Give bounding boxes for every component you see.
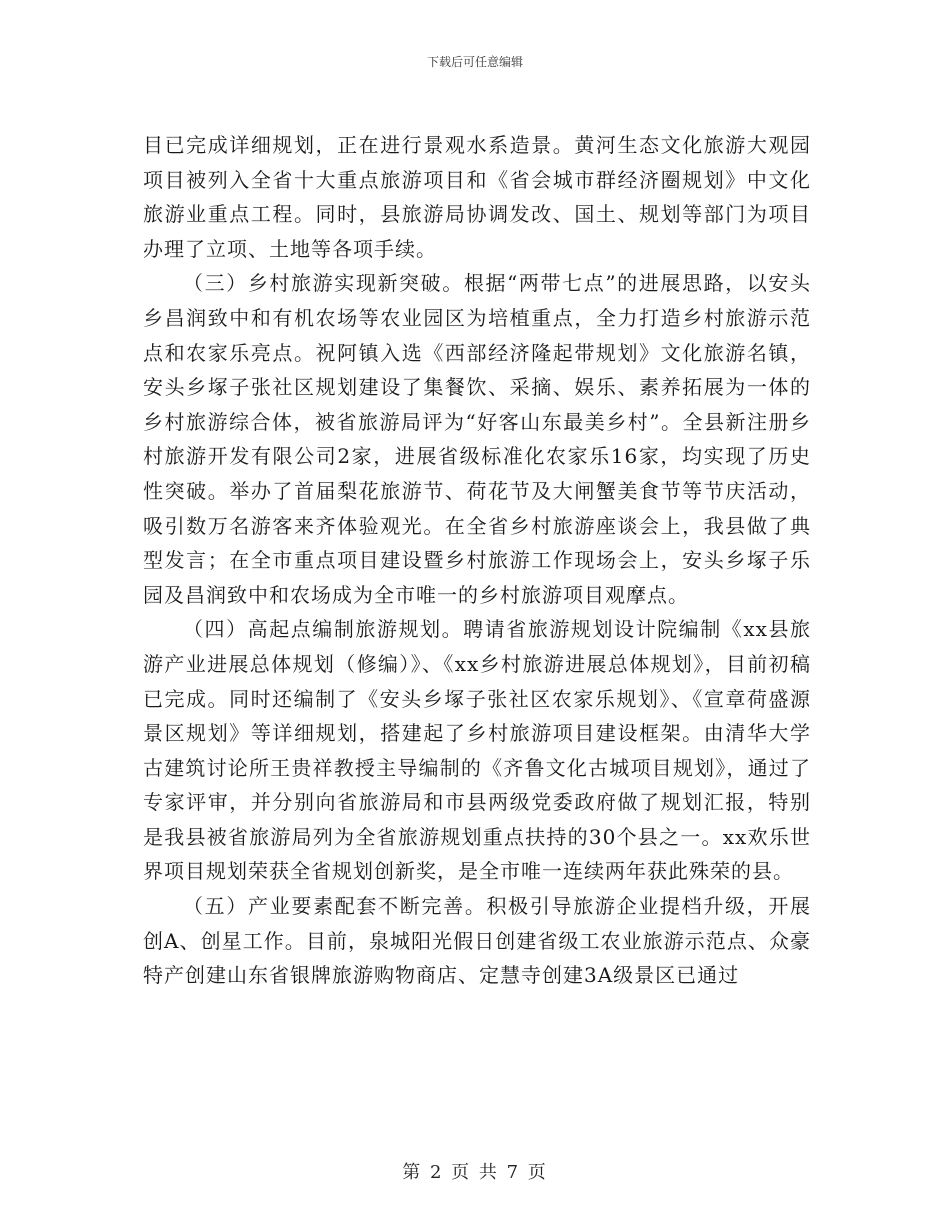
page-number-footer: 第 2 页 共 7 页: [402, 1162, 548, 1183]
paragraph-section-5: （五）产业要素配套不断完善。积极引导旅游企业提档升级，开展创A、创星工作。目前，泉城阳光假日创建省级工农业旅游示范点、众豪特产创建山东省银牌旅游购物商店、定慧寺创建3A级景区已通过: [143, 894, 811, 988]
document-body: [143, 128, 811, 993]
page-header-note: 下载后可任意编辑: [426, 55, 523, 69]
paragraph-continued: 目已完成详细规划，正在进行景观水系造景。黄河生态文化旅游大观园项目被列入全省十大重点旅游项目和《省会城市群经济圈规划》中文化旅游业重点工程。同时，县旅游局协调发改、国土、规划等部门为项目办理了立项、土地等各项手续。: [143, 133, 811, 261]
paragraph-section-4: （四）高起点编制旅游规划。聘请省旅游规划设计院编制《xx县旅游产业进展总体规划（修编）》、《xx乡村旅游进展总体规划》，目前初稿已完成。同时还编制了《安头乡塚子张社区农家乐规划》、《宣章荷盛源景区规划》等详细规划，搭建起了乡村旅游项目建设框架。由清华大学古建筑讨论所王贵祥教授主导编制的《齐鲁文化古城项目规划》，通过了专家评审，并分别向省旅游局和市县两级党委政府做了规划汇报，特别是我县被省旅游局列为全省旅游规划重点扶持的30个县之一。xx欢乐世界项目规划荣获全省规划创新奖，是全市唯一连续两年获此殊荣的县。: [143, 617, 811, 884]
paragraph-section-3: （三）乡村旅游实现新突破。根据“两带七点”的进展思路，以安头乡昌润致中和有机农场等农业园区为培植重点，全力打造乡村旅游示范点和农家乐亮点。祝阿镇入选《西部经济隆起带规划》文化旅游名镇，安头乡塚子张社区规划建设了集餐饮、采摘、娱乐、素养拓展为一体的乡村旅游综合体，被省旅游局评为“好客山东最美乡村”。全县新注册乡村旅游开发有限公司2家，进展省级标准化农家乐16家，均实现了历史性突破。举办了首届梨花旅游节、荷花节及大闸蟹美食节等节庆活动，吸引数万名游客来齐体验观光。在全省乡村旅游座谈会上，我县做了典型发言；在全市重点项目建设暨乡村旅游工作现场会上，安头乡塚子乐园及昌润致中和农场成为全市唯一的乡村旅游项目观摩点。: [143, 271, 811, 607]
